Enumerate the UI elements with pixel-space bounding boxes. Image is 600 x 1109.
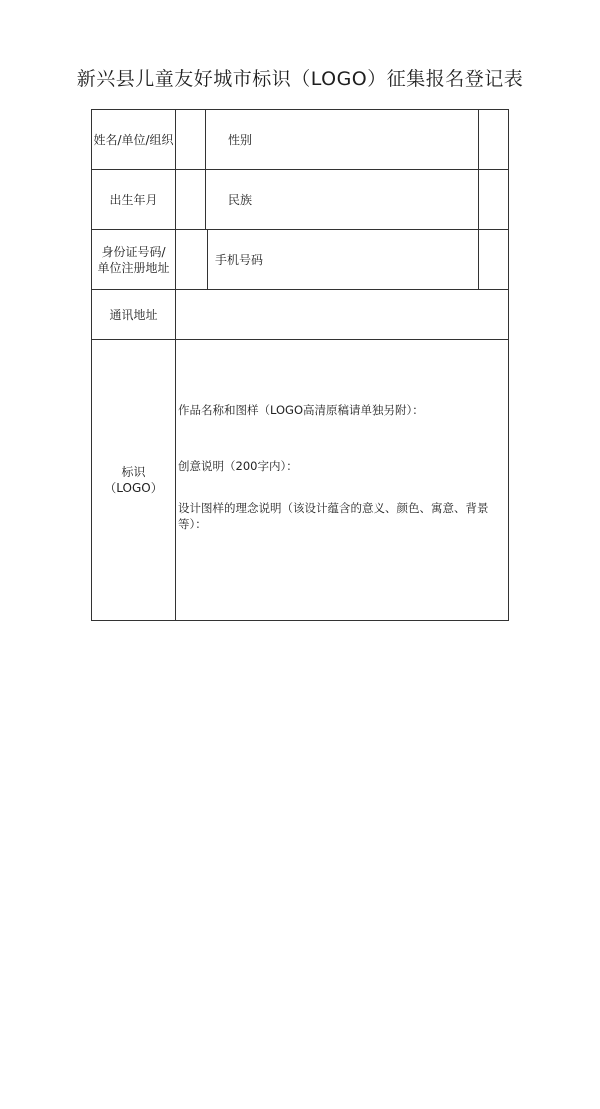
- id-number-label-line2: 单位注册地址: [97, 260, 170, 275]
- address-label: 通讯地址: [109, 307, 158, 322]
- gender-label: 性别: [228, 133, 253, 147]
- gender-field[interactable]: [479, 110, 508, 169]
- phone-label: 手机号码: [215, 253, 264, 267]
- address-field[interactable]: [176, 290, 508, 339]
- logo-label-line1: 标识: [121, 465, 146, 479]
- id-number-label-line1: 身份证号码/: [101, 244, 166, 259]
- name-field[interactable]: [176, 110, 205, 169]
- birth-date-field[interactable]: [176, 170, 205, 229]
- column-divider: [207, 229, 208, 289]
- logo-label-line2: （LOGO）: [104, 481, 163, 495]
- id-number-label: [92, 230, 175, 289]
- ethnicity-label: 民族: [228, 193, 253, 207]
- form-title: 新兴县儿童友好城市标识（LOGO）征集报名登记表: [76, 68, 524, 90]
- id-number-field[interactable]: [176, 230, 207, 289]
- registration-form-table: [91, 109, 509, 621]
- ethnicity-field[interactable]: [479, 170, 508, 229]
- phone-field[interactable]: [479, 230, 508, 289]
- birth-date-label: 出生年月: [109, 192, 158, 207]
- creative-description-prompt: 创意说明（200字内）：: [178, 459, 298, 473]
- logo-label: [92, 340, 175, 620]
- design-concept-prompt: 设计图样的理念说明（该设计蕴含的意义、颜色、寓意、背景等）：: [178, 501, 489, 531]
- name-label: 姓名/单位/组织: [93, 132, 174, 147]
- column-divider: [205, 110, 206, 229]
- work-name-prompt: 作品名称和图样（LOGO高清原稿请单独另附）：: [178, 403, 424, 417]
